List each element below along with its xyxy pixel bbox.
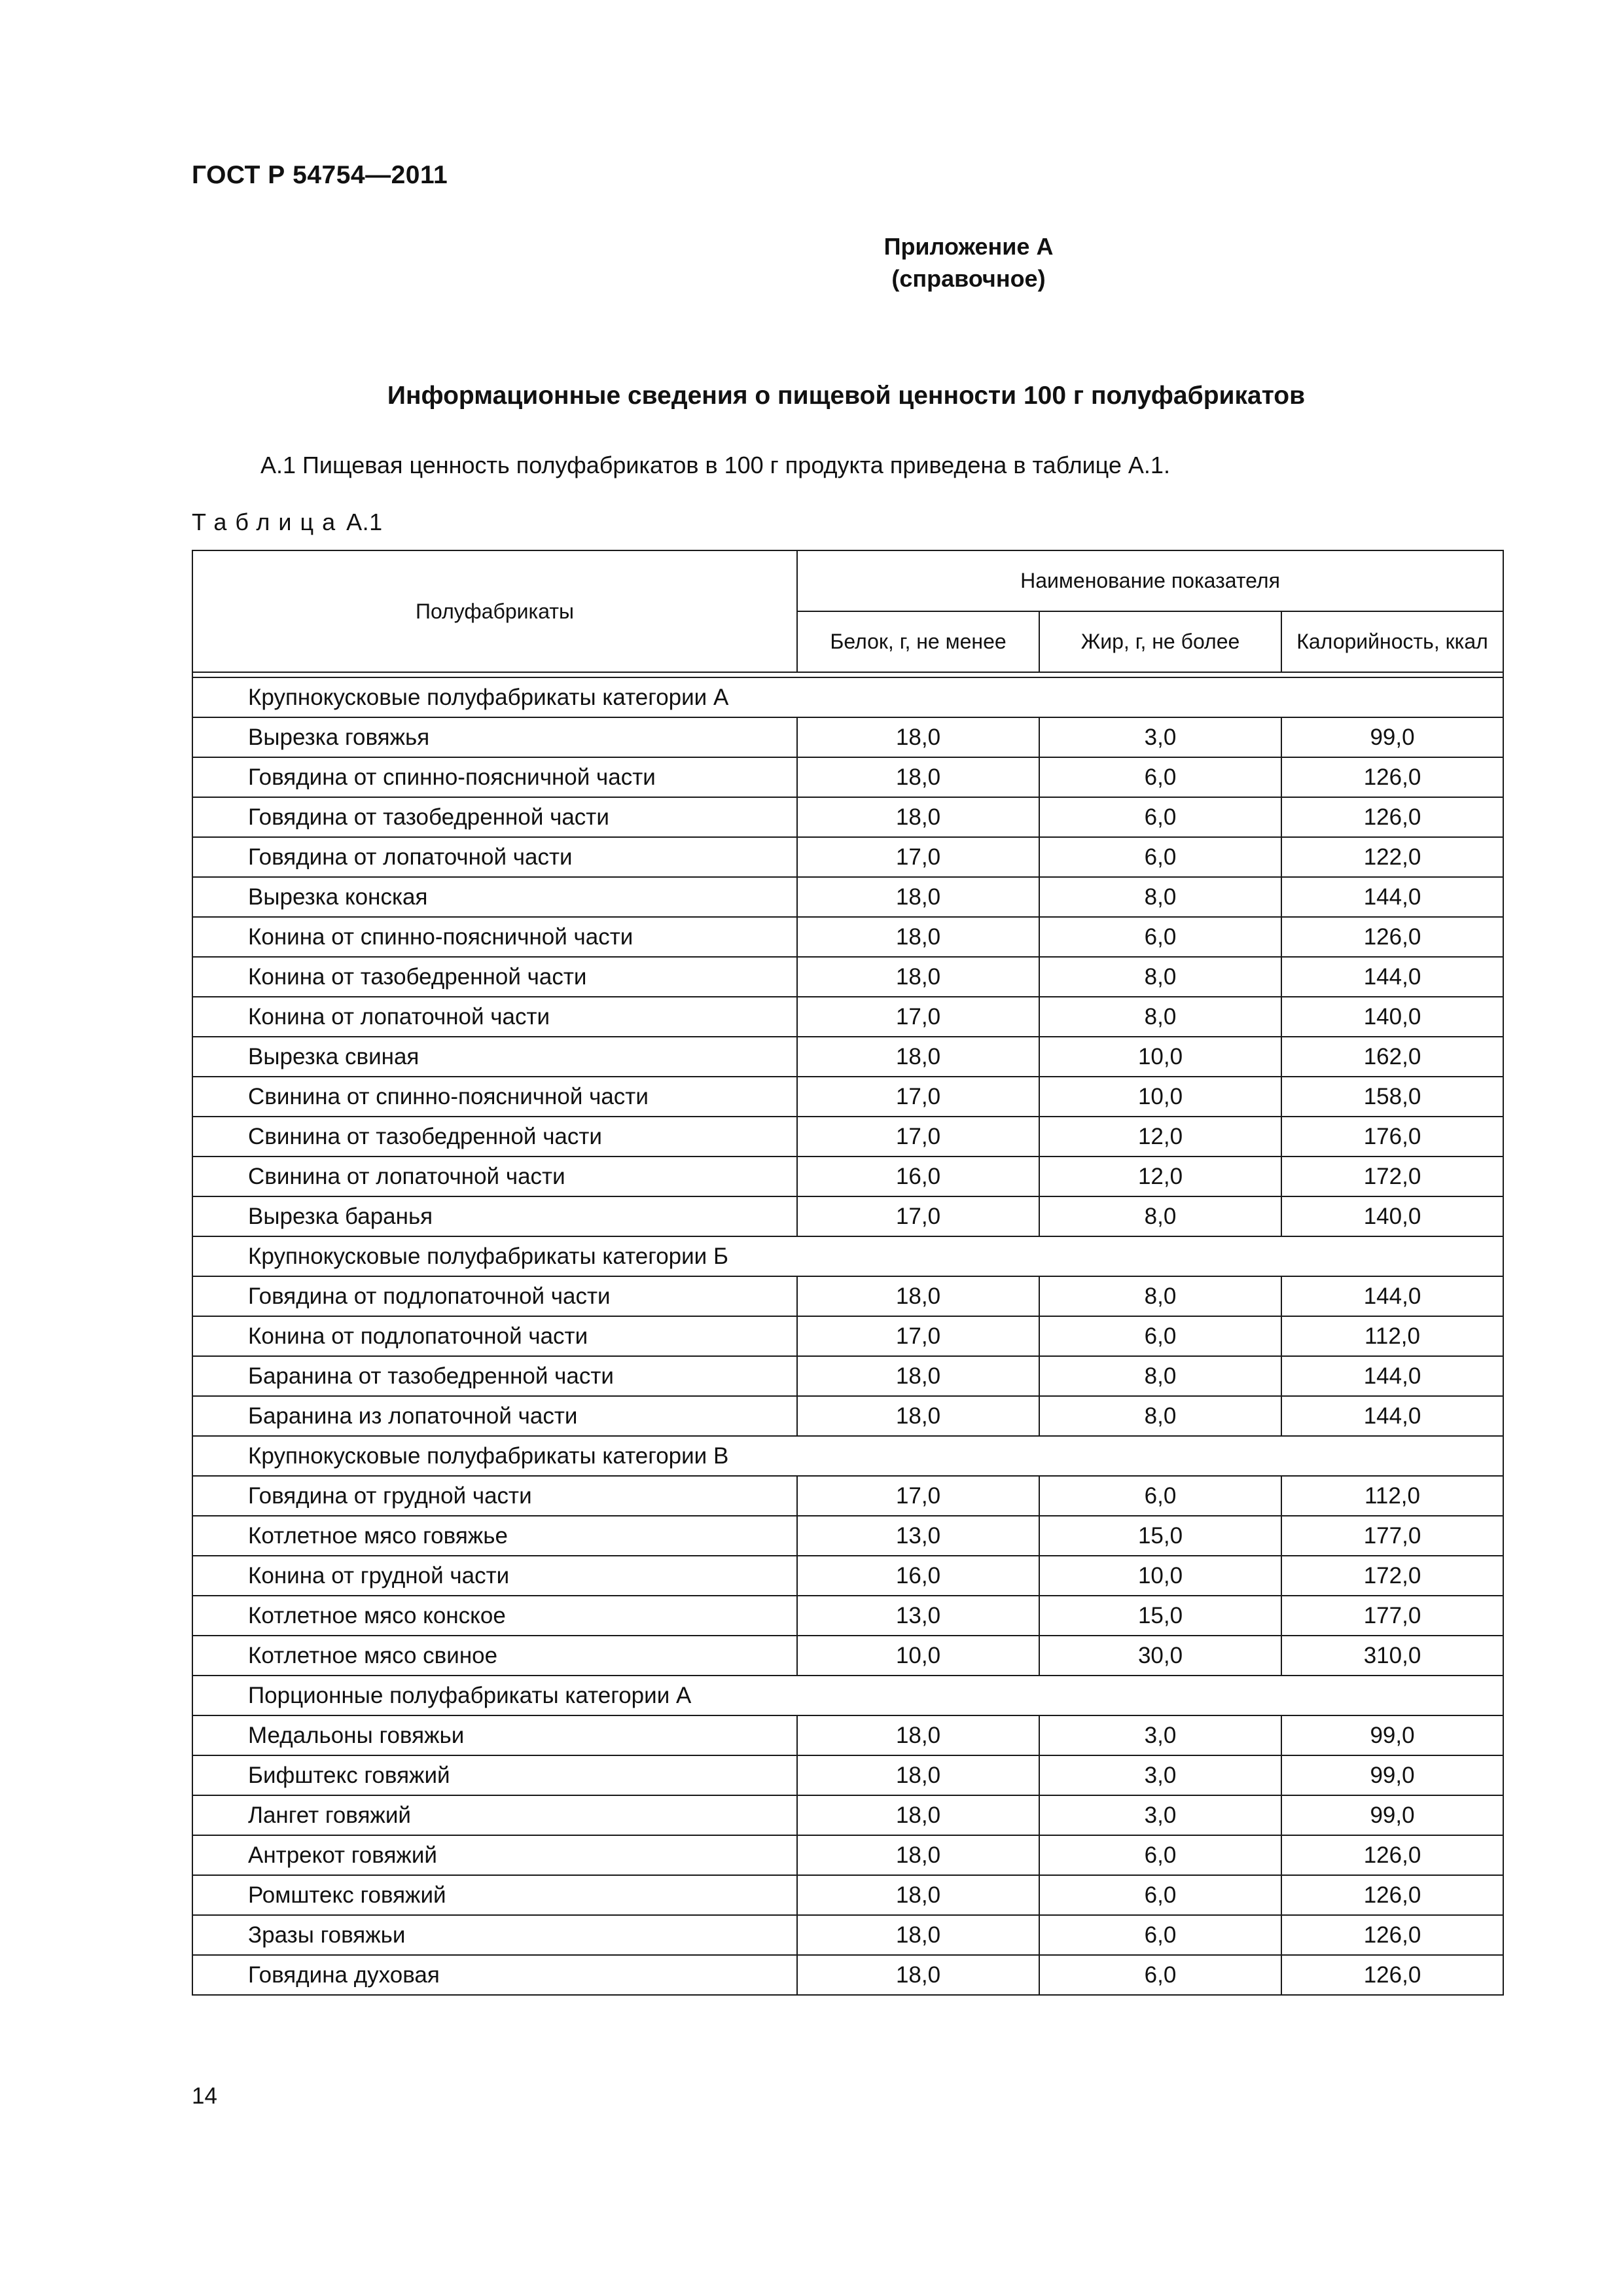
nutrition-table [192,550,1504,1996]
kcal-cell: 126,0 [1281,1835,1503,1875]
fat-cell: 8,0 [1039,1276,1281,1316]
product-name-cell: Ромштекс говяжий [192,1875,797,1915]
fat-cell: 6,0 [1039,1835,1281,1875]
col-header-product: Полуфабрикаты [192,550,797,672]
fat-cell: 10,0 [1039,1037,1281,1077]
col-header-kcal: Калорийность, ккал [1281,611,1503,672]
fat-cell: 6,0 [1039,917,1281,957]
protein-cell: 18,0 [797,957,1039,997]
product-name-cell: Конина от лопаточной части [192,997,797,1037]
kcal-cell: 158,0 [1281,1077,1503,1117]
table-row [192,1316,1503,1356]
protein-cell: 16,0 [797,1556,1039,1596]
appendix-title: Приложение А [883,233,1054,260]
product-name-cell: Бифштекс говяжий [192,1755,797,1795]
fat-cell: 10,0 [1039,1077,1281,1117]
kcal-cell: 126,0 [1281,1915,1503,1955]
table-row [192,1875,1503,1915]
protein-cell: 18,0 [797,1276,1039,1316]
fat-cell: 12,0 [1039,1117,1281,1157]
table-row [192,1556,1503,1596]
fat-cell: 3,0 [1039,1795,1281,1835]
fat-cell: 15,0 [1039,1516,1281,1556]
product-name-cell: Свинина от лопаточной части [192,1157,797,1196]
table-row [192,1356,1503,1396]
product-name-cell: Говядина от подлопаточной части [192,1276,797,1316]
protein-cell: 17,0 [797,997,1039,1037]
kcal-cell: 99,0 [1281,1795,1503,1835]
product-name-cell: Котлетное мясо свиное [192,1636,797,1676]
protein-cell: 13,0 [797,1516,1039,1556]
fat-cell: 15,0 [1039,1596,1281,1636]
table-caption-word: Таблица [192,509,344,535]
protein-cell: 18,0 [797,917,1039,957]
product-name-cell: Котлетное мясо говяжье [192,1516,797,1556]
kcal-cell: 99,0 [1281,717,1503,757]
page-number: 14 [192,2083,217,2109]
protein-cell: 10,0 [797,1636,1039,1676]
product-name-cell: Баранина от тазобедренной части [192,1356,797,1396]
fat-cell: 30,0 [1039,1636,1281,1676]
section-label: Крупнокусковые полуфабрикаты категории А [192,677,1503,717]
fat-cell: 8,0 [1039,877,1281,917]
header-separator [192,672,1503,677]
protein-cell: 18,0 [797,1955,1039,1995]
table-row [192,1117,1503,1157]
table-row [192,1755,1503,1795]
kcal-cell: 126,0 [1281,797,1503,837]
protein-cell: 18,0 [797,1835,1039,1875]
table-row [192,1077,1503,1117]
table-row [192,797,1503,837]
kcal-cell: 176,0 [1281,1117,1503,1157]
table-section-row [192,1436,1503,1476]
section-label: Крупнокусковые полуфабрикаты категории В [192,1436,1503,1476]
table-row [192,1516,1503,1556]
fat-cell: 3,0 [1039,1715,1281,1755]
table-section-row [192,1236,1503,1276]
product-name-cell: Зразы говяжьи [192,1915,797,1955]
header-separator-line [192,672,1503,677]
protein-cell: 16,0 [797,1157,1039,1196]
protein-cell: 18,0 [797,1037,1039,1077]
product-name-cell: Котлетное мясо конское [192,1596,797,1636]
table-row [192,1276,1503,1316]
product-name-cell: Лангет говяжий [192,1795,797,1835]
kcal-cell: 126,0 [1281,757,1503,797]
kcal-cell: 112,0 [1281,1316,1503,1356]
product-name-cell: Конина от грудной части [192,1556,797,1596]
protein-cell: 18,0 [797,1915,1039,1955]
table-row [192,1955,1503,1995]
kcal-cell: 112,0 [1281,1476,1503,1516]
product-name-cell: Говядина от грудной части [192,1476,797,1516]
product-name-cell: Говядина от спинно-поясничной части [192,757,797,797]
fat-cell: 3,0 [1039,1755,1281,1795]
protein-cell: 13,0 [797,1596,1039,1636]
protein-cell: 17,0 [797,1196,1039,1236]
table-row [192,1636,1503,1676]
table-body [192,677,1503,1995]
product-name-cell: Баранина из лопаточной части [192,1396,797,1436]
product-name-cell: Говядина духовая [192,1955,797,1995]
table-row [192,877,1503,917]
product-name-cell: Вырезка конская [192,877,797,917]
fat-cell: 6,0 [1039,1955,1281,1995]
kcal-cell: 144,0 [1281,1276,1503,1316]
fat-cell: 8,0 [1039,957,1281,997]
protein-cell: 18,0 [797,1795,1039,1835]
col-header-group: Наименование показателя [797,550,1503,611]
section-label: Крупнокусковые полуфабрикаты категории Б [192,1236,1503,1276]
product-name-cell: Конина от спинно-поясничной части [192,917,797,957]
protein-cell: 18,0 [797,717,1039,757]
section-heading: Информационные сведения о пищевой ценности 100 г полуфабрикатов [387,382,1306,410]
table-caption-number: А.1 [346,509,383,535]
fat-cell: 10,0 [1039,1556,1281,1596]
kcal-cell: 144,0 [1281,957,1503,997]
fat-cell: 8,0 [1039,997,1281,1037]
kcal-cell: 310,0 [1281,1636,1503,1676]
kcal-cell: 99,0 [1281,1755,1503,1795]
kcal-cell: 126,0 [1281,1955,1503,1995]
document-code: ГОСТ Р 54754—2011 [192,161,448,189]
table-row [192,1157,1503,1196]
kcal-cell: 122,0 [1281,837,1503,877]
table-row [192,1715,1503,1755]
col-header-fat: Жир, г, не более [1039,611,1281,672]
fat-cell: 6,0 [1039,837,1281,877]
kcal-cell: 162,0 [1281,1037,1503,1077]
kcal-cell: 144,0 [1281,877,1503,917]
protein-cell: 18,0 [797,877,1039,917]
table-row [192,997,1503,1037]
product-name-cell: Медальоны говяжьи [192,1715,797,1755]
fat-cell: 6,0 [1039,1476,1281,1516]
product-name-cell: Вырезка баранья [192,1196,797,1236]
section-label: Порционные полуфабрикаты категории А [192,1676,1503,1715]
kcal-cell: 177,0 [1281,1516,1503,1556]
protein-cell: 17,0 [797,1117,1039,1157]
table-row [192,757,1503,797]
table-row [192,917,1503,957]
fat-cell: 8,0 [1039,1196,1281,1236]
fat-cell: 8,0 [1039,1396,1281,1436]
product-name-cell: Говядина от лопаточной части [192,837,797,877]
protein-cell: 17,0 [797,1077,1039,1117]
table-row [192,1835,1503,1875]
protein-cell: 18,0 [797,797,1039,837]
table-row [192,717,1503,757]
fat-cell: 6,0 [1039,1915,1281,1955]
protein-cell: 18,0 [797,1875,1039,1915]
appendix-subtitle: (справочное) [891,265,1046,292]
fat-cell: 6,0 [1039,797,1281,837]
table-row [192,1476,1503,1516]
table-row [192,1037,1503,1077]
fat-cell: 12,0 [1039,1157,1281,1196]
appendix-label [753,230,1185,295]
product-name-cell: Свинина от тазобедренной части [192,1117,797,1157]
col-header-protein: Белок, г, не менее [797,611,1039,672]
table-row [192,1915,1503,1955]
kcal-cell: 140,0 [1281,997,1503,1037]
fat-cell: 6,0 [1039,1316,1281,1356]
kcal-cell: 144,0 [1281,1356,1503,1396]
kcal-cell: 177,0 [1281,1596,1503,1636]
kcal-cell: 144,0 [1281,1396,1503,1436]
protein-cell: 18,0 [797,757,1039,797]
intro-paragraph: А.1 Пищевая ценность полуфабрикатов в 100 г продукта приведена в таблице А.1. [260,452,1170,478]
table-row [192,1196,1503,1236]
kcal-cell: 126,0 [1281,917,1503,957]
table-section-row [192,1676,1503,1715]
table-row [192,837,1503,877]
table-section-row [192,677,1503,717]
protein-cell: 18,0 [797,1755,1039,1795]
kcal-cell: 140,0 [1281,1196,1503,1236]
product-name-cell: Говядина от тазобедренной части [192,797,797,837]
protein-cell: 18,0 [797,1356,1039,1396]
product-name-cell: Свинина от спинно-поясничной части [192,1077,797,1117]
product-name-cell: Антрекот говяжий [192,1835,797,1875]
table-row [192,1795,1503,1835]
kcal-cell: 172,0 [1281,1556,1503,1596]
fat-cell: 6,0 [1039,757,1281,797]
protein-cell: 18,0 [797,1396,1039,1436]
fat-cell: 6,0 [1039,1875,1281,1915]
table-row [192,1396,1503,1436]
protein-cell: 17,0 [797,837,1039,877]
kcal-cell: 126,0 [1281,1875,1503,1915]
table-caption [192,509,383,536]
product-name-cell: Вырезка говяжья [192,717,797,757]
kcal-cell: 99,0 [1281,1715,1503,1755]
protein-cell: 17,0 [797,1476,1039,1516]
product-name-cell: Конина от подлопаточной части [192,1316,797,1356]
table-row [192,957,1503,997]
table-row [192,1596,1503,1636]
protein-cell: 18,0 [797,1715,1039,1755]
table-header-row [192,550,1503,611]
product-name-cell: Конина от тазобедренной части [192,957,797,997]
fat-cell: 3,0 [1039,717,1281,757]
product-name-cell: Вырезка свиная [192,1037,797,1077]
protein-cell: 17,0 [797,1316,1039,1356]
fat-cell: 8,0 [1039,1356,1281,1396]
kcal-cell: 172,0 [1281,1157,1503,1196]
